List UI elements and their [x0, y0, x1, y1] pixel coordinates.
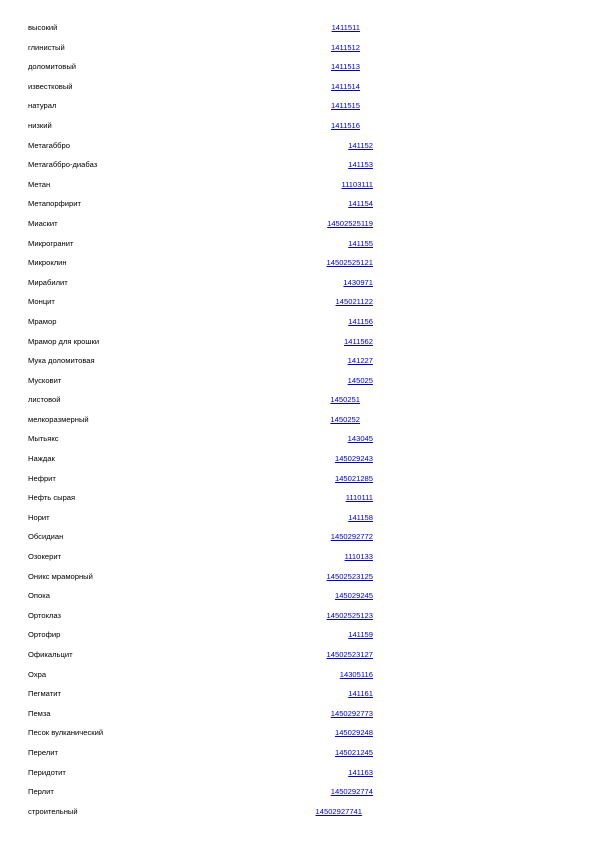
code-link[interactable]: 1411516	[331, 120, 360, 130]
list-item	[0, 273, 595, 293]
code-link[interactable]: 1430971	[343, 277, 373, 287]
term-label: Охра	[28, 669, 47, 679]
term-label: доломитовый	[28, 62, 77, 72]
term-label: Миаскит	[28, 218, 58, 228]
list-item	[0, 527, 595, 547]
code-link[interactable]: 1411562	[344, 336, 373, 346]
term-label: глинистый	[28, 42, 65, 52]
term-label: Обсидиан	[28, 532, 64, 542]
list-item	[0, 312, 595, 332]
list-item	[0, 449, 595, 469]
list-item	[0, 802, 595, 822]
list-item	[0, 606, 595, 626]
list-item	[0, 488, 595, 508]
term-label: Оникс мраморный	[28, 571, 93, 581]
list-item	[0, 18, 595, 38]
term-label: листовой	[28, 395, 61, 405]
list-item	[0, 253, 595, 273]
list-item	[0, 96, 595, 116]
list-item	[0, 77, 595, 97]
list-item	[0, 116, 595, 136]
term-label: Наждак	[28, 454, 55, 464]
code-link[interactable]: 14305116	[339, 669, 373, 679]
code-link[interactable]: 145025	[347, 375, 373, 385]
list-item	[0, 429, 595, 449]
code-link[interactable]: 14502525123	[326, 610, 373, 620]
code-link[interactable]: 11103111	[341, 179, 373, 189]
term-label: Пемза	[28, 708, 51, 718]
code-link[interactable]: 141161	[348, 689, 373, 699]
term-label: Перлит	[28, 787, 54, 797]
list-item	[0, 743, 595, 763]
term-label: Микрогранит	[28, 238, 74, 248]
code-link[interactable]: 141227	[347, 356, 373, 366]
term-label: Озокерит	[28, 552, 62, 562]
list-item	[0, 665, 595, 685]
term-list	[0, 18, 595, 821]
code-link[interactable]: 141154	[348, 199, 373, 209]
term-label: Перидотит	[28, 767, 66, 777]
code-link[interactable]: 14502525121	[326, 258, 373, 268]
code-link[interactable]: 141159	[348, 630, 373, 640]
list-item	[0, 332, 595, 352]
term-label: Метагаббро	[28, 140, 70, 150]
list-item	[0, 625, 595, 645]
term-label: Ортоклаз	[28, 610, 62, 620]
code-link[interactable]: 141152	[348, 140, 373, 150]
list-item	[0, 782, 595, 802]
term-label: Монцит	[28, 297, 55, 307]
code-link[interactable]: 1450252	[330, 414, 360, 424]
code-link[interactable]: 145021122	[335, 297, 373, 307]
term-label: Ортофир	[28, 630, 61, 640]
list-item	[0, 155, 595, 175]
term-label: Мрамор	[28, 316, 57, 326]
code-link[interactable]: 1411515	[331, 101, 360, 111]
list-item	[0, 723, 595, 743]
code-link[interactable]: 1411511	[331, 23, 360, 32]
list-item	[0, 410, 595, 430]
list-item	[0, 586, 595, 606]
code-link[interactable]: 141153	[348, 160, 373, 170]
term-label: низкий	[28, 120, 52, 130]
code-link[interactable]: 1110133	[344, 552, 373, 562]
list-item	[0, 704, 595, 724]
code-link[interactable]: 143045	[347, 434, 373, 444]
list-item	[0, 214, 595, 234]
term-label: Мрамор для крошки	[28, 336, 100, 346]
list-item	[0, 390, 595, 410]
code-link[interactable]: 145021285	[334, 473, 373, 483]
code-link[interactable]: 14502523125	[326, 571, 373, 581]
code-link[interactable]: 14502525119	[327, 218, 373, 228]
term-label: Офикальцит	[28, 650, 73, 659]
code-link[interactable]: 1450292772	[330, 532, 373, 542]
term-label: Мирабилит	[28, 277, 68, 287]
code-link[interactable]: 145029248	[334, 728, 373, 738]
term-label: мелкоразмерный	[28, 414, 89, 424]
term-label: Пегматит	[28, 689, 61, 699]
term-label: Мытьякс	[28, 434, 59, 444]
code-link[interactable]: 14502523127	[326, 650, 373, 659]
term-label: Метагаббро-диабаз	[28, 160, 98, 170]
term-label: Нефрит	[28, 473, 56, 483]
code-link[interactable]: 1450292774	[330, 787, 373, 797]
code-link[interactable]: 1110111	[345, 493, 373, 503]
list-item	[0, 508, 595, 528]
code-link[interactable]: 1411512	[331, 42, 360, 52]
term-label: строительный	[28, 806, 78, 816]
code-link[interactable]: 141155	[348, 238, 373, 248]
list-item	[0, 351, 595, 371]
list-item	[0, 371, 595, 391]
code-link[interactable]: 145029245	[334, 591, 373, 601]
term-label: Микроклин	[28, 258, 67, 268]
code-link[interactable]: 141158	[348, 512, 373, 522]
list-item	[0, 292, 595, 312]
term-label: Мука доломитовая	[28, 356, 95, 366]
list-item	[0, 38, 595, 58]
code-link[interactable]: 145029243	[334, 454, 373, 464]
code-link[interactable]: 14502927741	[315, 806, 362, 816]
code-link[interactable]: 1450292773	[330, 708, 373, 718]
term-label: Нефть сырая	[28, 493, 76, 503]
term-label: Метан	[28, 179, 51, 189]
list-item	[0, 763, 595, 783]
term-label: Мусковит	[28, 375, 62, 385]
code-link[interactable]: 141163	[348, 767, 373, 777]
term-label: Опока	[28, 591, 50, 601]
term-label: натурал	[28, 101, 57, 111]
term-label: Метапорфирит	[28, 199, 81, 209]
term-label: известковый	[28, 81, 73, 91]
code-link[interactable]: 145021245	[334, 747, 373, 757]
list-item	[0, 547, 595, 567]
term-label: Перелит	[28, 747, 59, 757]
list-item	[0, 175, 595, 195]
code-link[interactable]: 1411514	[331, 81, 360, 91]
list-item	[0, 567, 595, 587]
list-item	[0, 469, 595, 489]
code-link[interactable]: 1411513	[331, 62, 360, 72]
list-item	[0, 645, 595, 665]
term-label: Норит	[28, 512, 50, 522]
list-item	[0, 136, 595, 156]
list-item	[0, 57, 595, 77]
list-item	[0, 234, 595, 254]
code-link[interactable]: 1450251	[330, 395, 360, 405]
code-link[interactable]: 141156	[348, 316, 373, 326]
term-label: высокий	[28, 23, 58, 32]
term-label: Песок вулканический	[28, 728, 104, 738]
list-item	[0, 194, 595, 214]
list-item	[0, 684, 595, 704]
